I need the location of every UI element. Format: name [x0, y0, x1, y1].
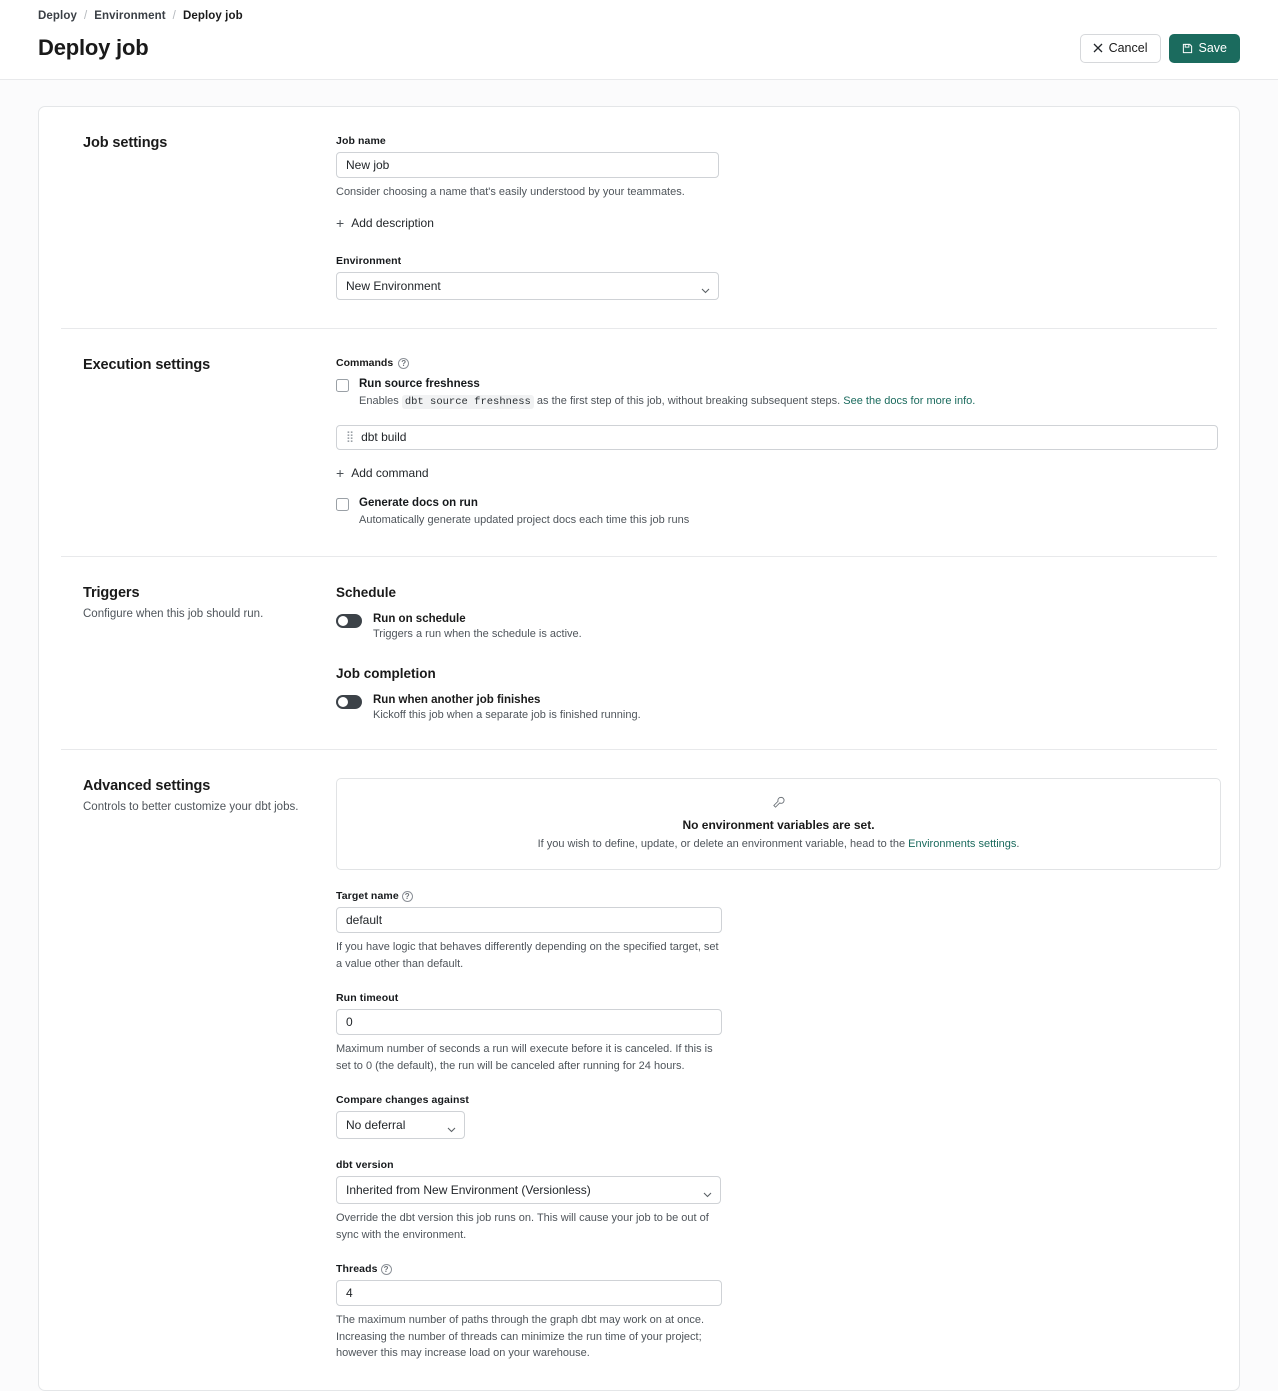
breadcrumb-item-deploy[interactable]: Deploy [38, 10, 77, 22]
schedule-heading: Schedule [336, 585, 397, 601]
breadcrumb [38, 10, 1240, 22]
run-timeout-hint: Maximum number of seconds a run will execute before it is canceled. If this is set to 0 (the default), the run will be canceled after running for 24 hours. [336, 1043, 713, 1072]
add-command-button[interactable] [336, 466, 429, 480]
threads-input[interactable] [336, 1280, 722, 1306]
threads-label-row [336, 1263, 1221, 1275]
source-freshness-row [336, 378, 1218, 411]
target-name-hint: If you have logic that behaves differently depending on the specified target, set a value other than default. [336, 941, 719, 970]
generate-docs-desc: Automatically generate updated project docs each time this job runs [359, 513, 690, 526]
environments-settings-link[interactable]: Environments settings [908, 838, 1017, 851]
save-button-label: Save [1198, 41, 1227, 55]
help-icon[interactable]: ? [398, 358, 409, 369]
job-settings-right [336, 135, 1217, 301]
environment-field [336, 255, 1217, 300]
top-bar [0, 0, 1278, 80]
environment-select-wrap [336, 272, 719, 300]
job-settings-left [61, 135, 336, 301]
job-name-hint: Consider choosing a name that's easily understood by your teammates. [336, 185, 685, 198]
command-row[interactable] [336, 425, 1218, 450]
job-settings-title: Job settings [83, 134, 168, 151]
command-value: dbt build [361, 430, 407, 445]
page-title: Deploy job [38, 35, 149, 61]
advanced-settings-left [61, 778, 336, 1362]
drag-handle-icon[interactable]: ⣿ [346, 430, 354, 443]
compare-changes-select[interactable] [336, 1111, 465, 1139]
add-command-label: Add command [351, 465, 429, 480]
job-name-label: Job name [336, 134, 386, 147]
job-completion-toggle-row [336, 694, 1217, 721]
help-icon[interactable]: ? [381, 1264, 392, 1275]
advanced-settings-right [336, 778, 1221, 1362]
sf-desc-after: as the first step of this job, without breaking subsequent steps. [536, 395, 841, 407]
run-timeout-field [336, 992, 1221, 1074]
execution-settings-title: Execution settings [83, 357, 211, 373]
target-name-label-row [336, 890, 1221, 902]
section-job-settings [61, 107, 1217, 330]
run-when-job-finishes-toggle[interactable] [336, 695, 362, 709]
help-icon[interactable]: ? [402, 891, 413, 902]
target-name-field [336, 890, 1221, 972]
plus-icon: + [336, 215, 345, 231]
commands-label: Commands [336, 357, 394, 369]
env-vars-desc-text: If you wish to define, update, or delete an environment variable, head to the [537, 838, 906, 851]
environment-label: Environment [336, 255, 402, 267]
title-row [38, 22, 1240, 79]
add-description-label: Add description [351, 216, 434, 230]
breadcrumb-separator: / [172, 10, 176, 22]
breadcrumb-separator: / [83, 10, 88, 22]
sf-command-code: dbt source freshness [402, 395, 534, 409]
triggers-subtitle: Configure when this job should run. [83, 608, 264, 621]
dbt-version-field [336, 1159, 1221, 1243]
execution-settings-left [61, 357, 336, 528]
source-freshness-docs-link[interactable]: See the docs for more info. [843, 395, 976, 407]
section-execution-settings [61, 329, 1217, 557]
triggers-right [336, 585, 1217, 721]
header-actions [1080, 34, 1240, 63]
section-triggers [61, 557, 1217, 750]
close-icon [1093, 43, 1103, 53]
save-disk-icon [1182, 43, 1193, 54]
job-completion-heading: Job completion [336, 666, 436, 682]
compare-changes-label: Compare changes against [336, 1094, 470, 1107]
breadcrumb-item-environment[interactable]: Environment [94, 10, 166, 22]
execution-settings-right [336, 357, 1218, 528]
source-freshness-title: Run source freshness [359, 378, 480, 390]
generate-docs-row [336, 497, 1218, 529]
triggers-left [61, 585, 336, 721]
cancel-button[interactable] [1080, 34, 1161, 63]
advanced-settings-title: Advanced settings [83, 778, 211, 795]
threads-hint: The maximum number of paths through the graph dbt may work on at once. Increasing the number of threads can minimize the run time of your project; however this may increase load on your warehouse. [336, 1314, 705, 1360]
run-on-schedule-title: Run on schedule [373, 613, 466, 626]
dbt-version-hint: Override the dbt version this job runs on. This will cause your job to be out of sync with the environment. [336, 1212, 709, 1241]
env-vars-empty-desc [337, 838, 1220, 850]
threads-label: Threads [336, 1263, 378, 1276]
cancel-button-label: Cancel [1108, 41, 1148, 55]
generate-docs-checkbox[interactable] [336, 498, 349, 511]
run-on-schedule-toggle[interactable] [336, 614, 362, 628]
env-vars-empty-state [336, 778, 1221, 870]
wrench-icon [337, 796, 1220, 812]
generate-docs-title: Generate docs on run [359, 496, 478, 509]
environment-select[interactable] [336, 272, 719, 300]
env-vars-empty-title: No environment variables are set. [682, 818, 875, 833]
target-name-label: Target name [336, 890, 399, 903]
schedule-toggle-row [336, 613, 1217, 640]
run-when-job-finishes-desc: Kickoff this job when a separate job is finished running. [373, 709, 641, 722]
source-freshness-desc [359, 393, 975, 411]
advanced-settings-header[interactable] [83, 778, 358, 799]
plus-icon: + [336, 464, 345, 481]
run-timeout-input[interactable] [336, 1009, 722, 1035]
save-button[interactable] [1169, 34, 1241, 63]
dbt-version-label: dbt version [336, 1159, 394, 1172]
threads-field [336, 1263, 1221, 1362]
run-timeout-label: Run timeout [336, 992, 399, 1005]
compare-changes-field [336, 1094, 1221, 1139]
sf-desc-before: Enables [359, 395, 399, 407]
target-name-input[interactable] [336, 907, 722, 933]
commands-label-row [336, 357, 1218, 369]
triggers-title: Triggers [83, 585, 140, 602]
env-vars-desc-end: . [1016, 838, 1020, 851]
settings-card [38, 106, 1240, 1391]
dbt-version-select[interactable] [336, 1176, 721, 1204]
breadcrumb-item-current: Deploy job [182, 10, 243, 22]
section-advanced-settings [61, 750, 1217, 1390]
dbt-version-select-wrap [336, 1176, 721, 1204]
job-name-field [336, 135, 1217, 201]
add-description-button[interactable] [336, 216, 434, 230]
source-freshness-checkbox[interactable] [336, 379, 349, 392]
run-when-job-finishes-title: Run when another job finishes [373, 694, 541, 707]
compare-changes-select-wrap [336, 1111, 465, 1139]
run-on-schedule-desc: Triggers a run when the schedule is active. [373, 628, 582, 641]
job-name-input[interactable] [336, 152, 719, 178]
advanced-settings-subtitle: Controls to better customize your dbt jobs. [83, 801, 299, 814]
